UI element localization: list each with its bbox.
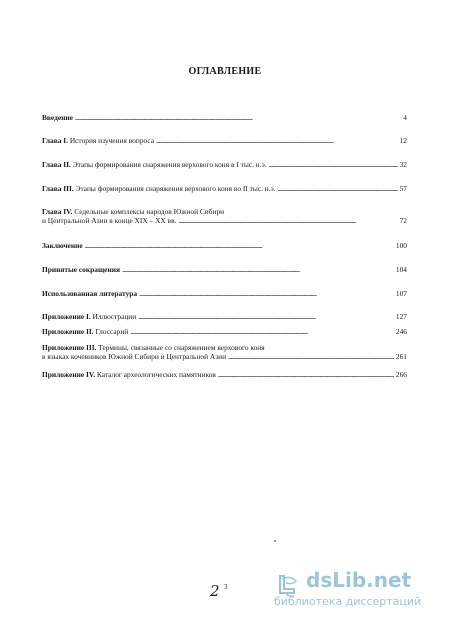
- toc-entry-title: История изучения вопроса: [67, 136, 155, 145]
- toc-entry-chapter-2[interactable]: [42, 160, 407, 169]
- toc-entry-label: Глава IV.: [42, 207, 73, 216]
- toc-heading: ОГЛАВЛЕНИЕ: [188, 66, 262, 77]
- leader-dots: [218, 370, 394, 379]
- toc-page-number: 104: [395, 265, 407, 274]
- toc-entry-title: Седельные комплексы народов Южной Сибири: [72, 207, 225, 216]
- toc-page-number: 32: [399, 160, 407, 169]
- toc-entry-references[interactable]: [42, 289, 407, 298]
- toc-entry-introduction[interactable]: [42, 113, 407, 122]
- toc-page-number: 4: [403, 113, 407, 122]
- toc-page-number: 12: [399, 136, 407, 145]
- toc-entry-chapter-3[interactable]: [42, 184, 407, 193]
- leader-dots: [138, 312, 394, 321]
- toc-page-number: 266: [395, 370, 407, 379]
- leader-dots: [130, 327, 394, 336]
- handwritten-page-mark: 2: [210, 582, 220, 600]
- toc-entry-title: Этапы формирования снаряжения верхового коня во II тыс. н.э.: [73, 184, 276, 193]
- leader-dots: [269, 160, 398, 169]
- toc-entry-label: Глава II.: [42, 160, 71, 169]
- toc-page-number: 127: [395, 312, 407, 321]
- leader-dots: [156, 136, 398, 145]
- watermark-subtitle: библиотека диссертаций: [274, 595, 422, 608]
- toc-entry-chapter-4[interactable]: [42, 207, 407, 225]
- toc-page-number: 72: [399, 216, 407, 225]
- toc-entry-appendix-2[interactable]: [42, 327, 407, 336]
- toc-entry-label: Приложение II.: [42, 327, 94, 336]
- toc-page-number: 261: [395, 352, 407, 361]
- page-mark-superscript: 3: [224, 583, 228, 591]
- toc-entry-label: Заключение: [42, 241, 83, 250]
- toc-entry-appendix-4[interactable]: [42, 370, 407, 379]
- toc-entry-label: Глава III.: [42, 184, 74, 193]
- toc-entry-label: Принятые сокращения: [42, 265, 120, 274]
- toc-entry-title: Этапы формирования снаряжения верхового коня в I тыс. н.э.: [70, 160, 267, 169]
- toc-entry-appendix-1[interactable]: [42, 312, 407, 321]
- watermark-brand: dsLib.net: [306, 568, 412, 592]
- toc-entry-title: Термины, связанные со снаряжением верхового коня: [96, 343, 265, 352]
- toc-entry-label: Использованная литература: [42, 289, 138, 298]
- toc-entry-label: Приложение III.: [42, 343, 97, 352]
- toc-entry-abbreviations[interactable]: [42, 265, 407, 274]
- toc-entry-label: Приложение IV.: [42, 370, 96, 379]
- scan-speck: [274, 540, 276, 542]
- leader-dots: [278, 184, 398, 193]
- toc-page-number: 107: [395, 289, 407, 298]
- toc-entry-label: Введение: [42, 113, 73, 122]
- toc-entry-appendix-3[interactable]: [42, 343, 407, 361]
- toc-entry-label: Глава I.: [42, 136, 68, 145]
- leader-dots: [85, 241, 394, 250]
- watermark: [272, 568, 444, 611]
- leader-dots: [122, 265, 394, 274]
- toc-entry-title-line2: и Центральной Азии в конце XIX – XX вв.: [42, 216, 177, 225]
- leader-dots: [228, 352, 394, 361]
- toc-page-number: 100: [395, 241, 407, 250]
- toc-entry-label: Приложение I.: [42, 312, 91, 321]
- toc-entry-title: Глоссарий: [93, 327, 129, 336]
- toc-entry-title: Каталог археологических памятников: [95, 370, 216, 379]
- toc-entry-conclusion[interactable]: [42, 241, 407, 250]
- toc-entry-title: Иллюстрации: [90, 312, 137, 321]
- toc-entry-chapter-1[interactable]: [42, 136, 407, 145]
- toc-entry-title-line2: в языках кочевников Южной Сибири и Центральной Азии: [42, 352, 227, 361]
- leader-dots: [139, 289, 394, 298]
- leader-dots: [75, 113, 401, 122]
- toc-page-number: 57: [399, 184, 407, 193]
- leader-dots: [178, 216, 397, 225]
- toc-page-number: 246: [395, 327, 407, 336]
